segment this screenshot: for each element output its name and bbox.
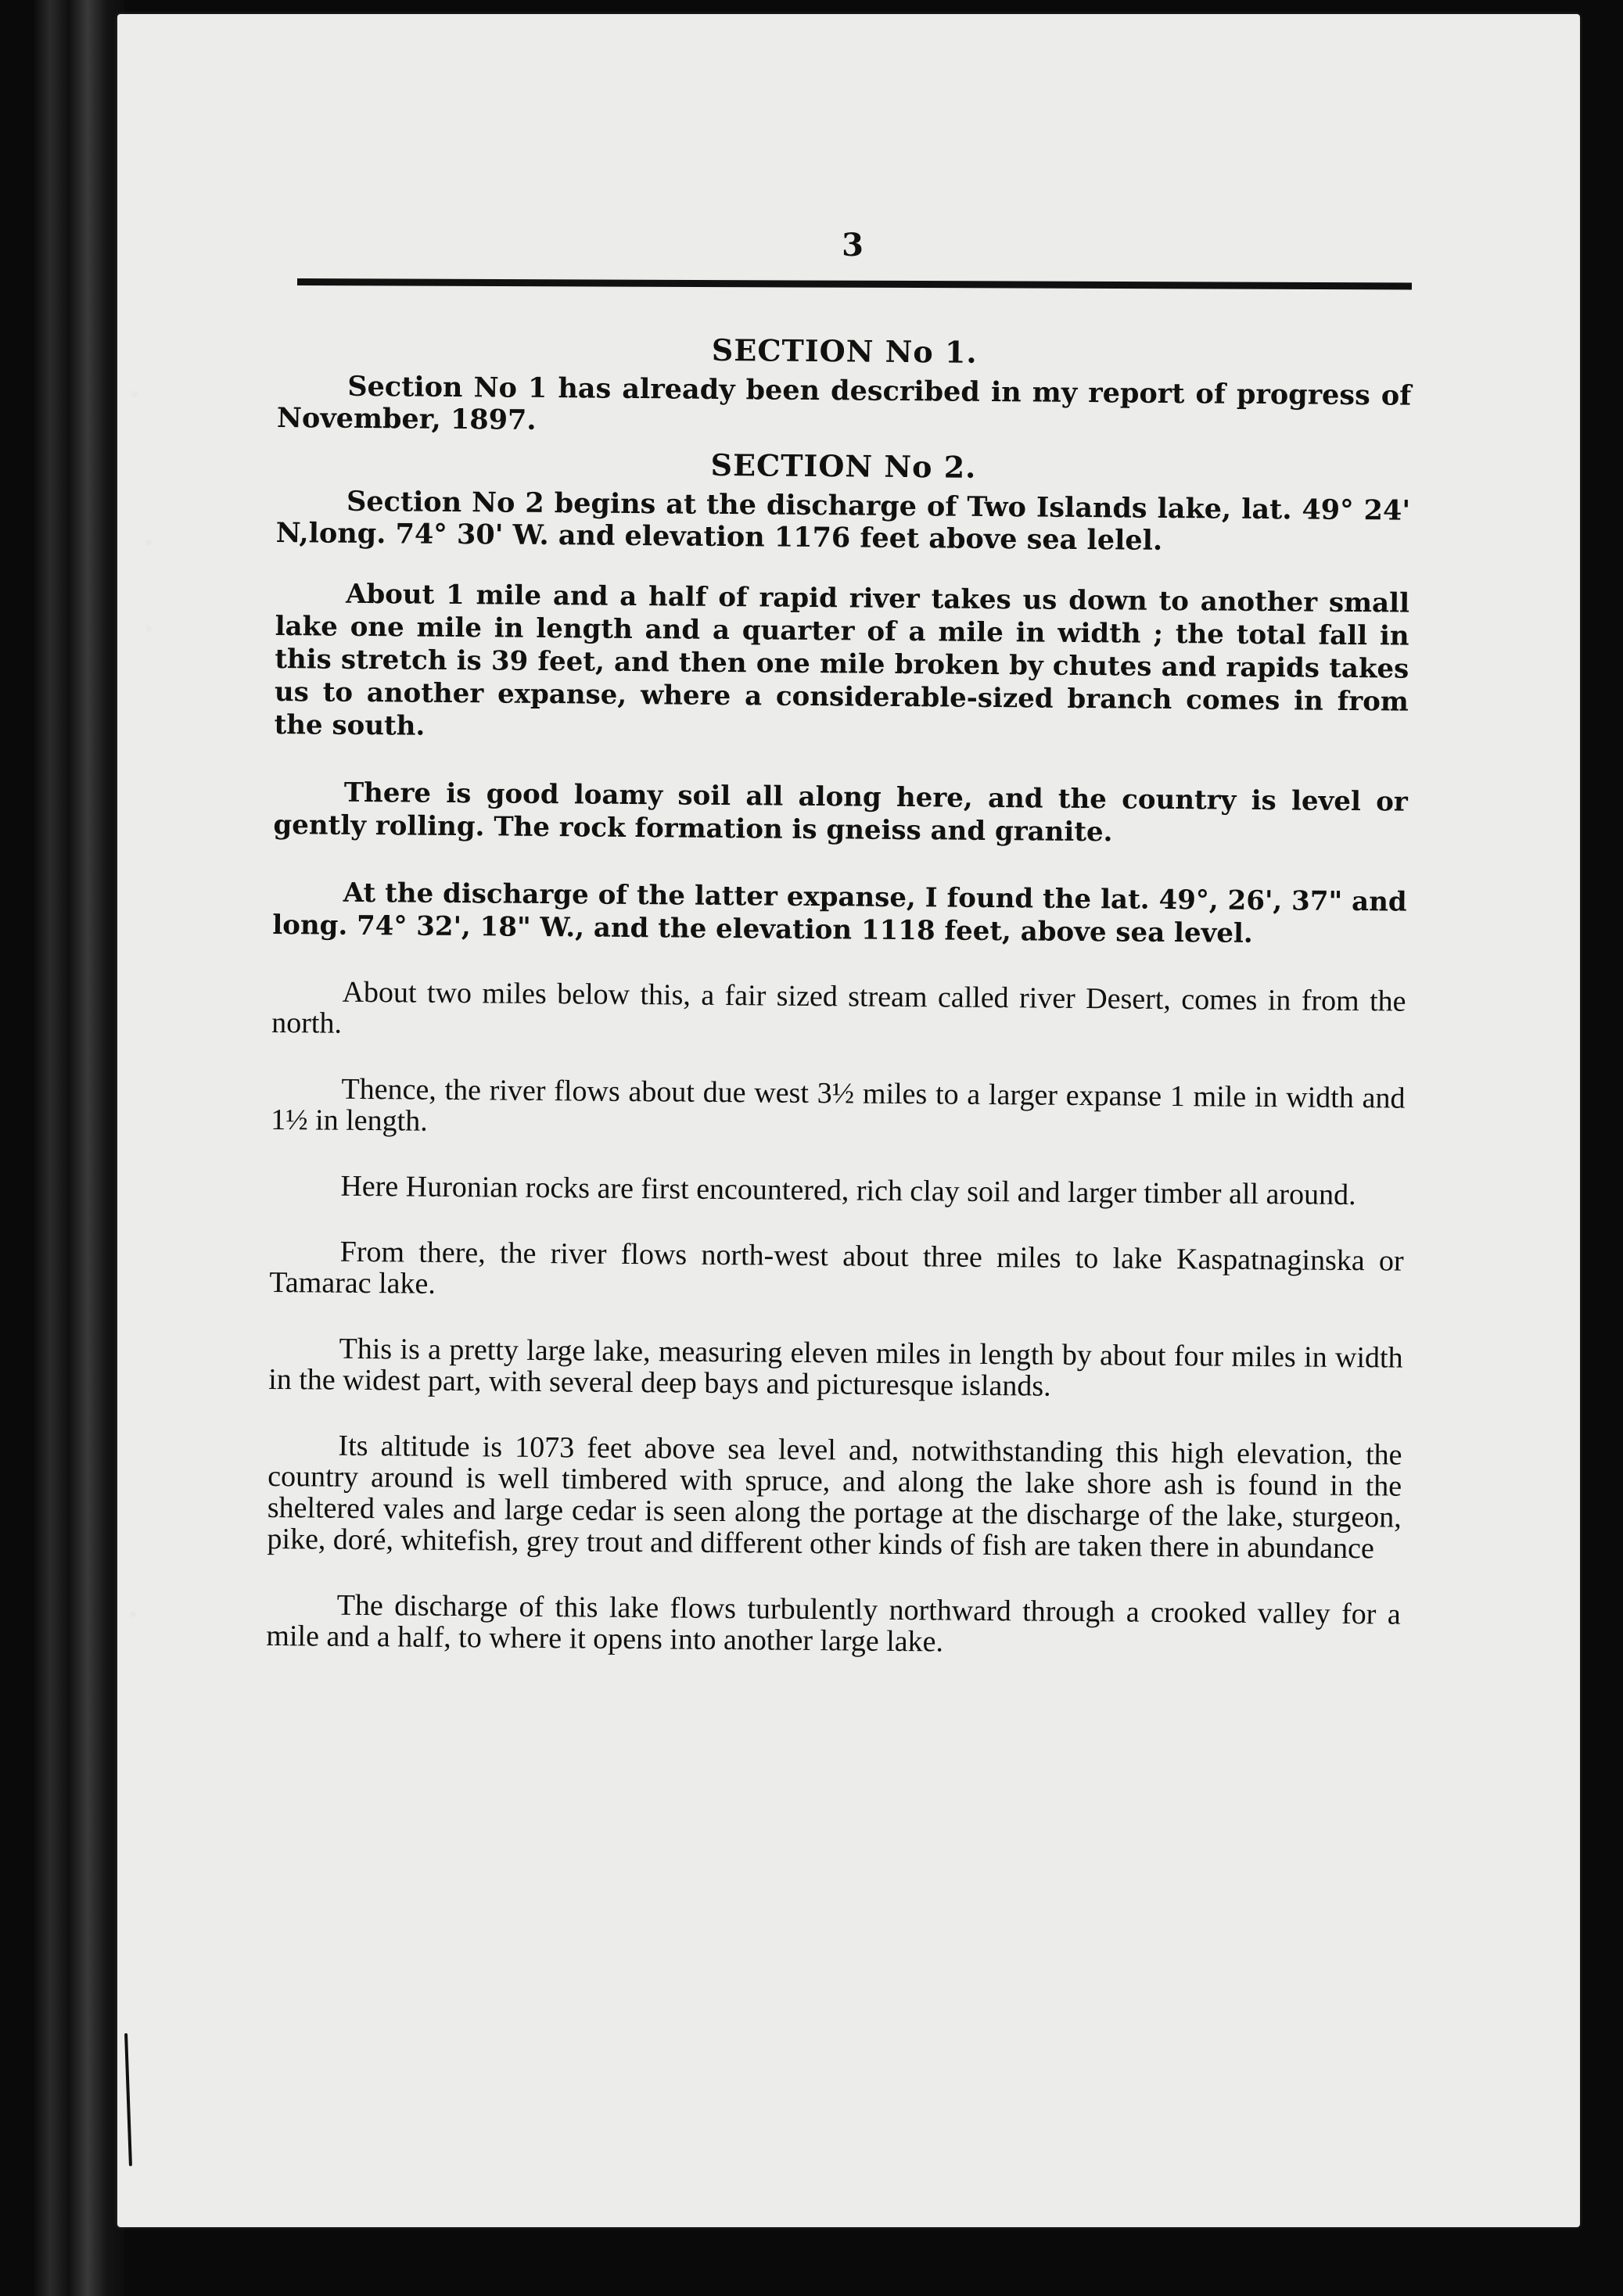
- margin-speck: [131, 391, 138, 397]
- paragraph: This is a pretty large lake, measuring eleven miles in length by about four miles in width in the widest part, with several deep bays and picturesque islands.: [268, 1332, 1403, 1403]
- section-1-heading: SECTION No 1.: [711, 332, 978, 370]
- page-number: 3: [842, 227, 864, 264]
- book-binding: [31, 0, 125, 2296]
- paragraph: About 1 mile and a half of rapid river takes us down to another small lake one mile in length and a quarter of a mile in width ; the total fall in this stretch is 39 feet, and then one mile broken by chutes and rapids takes us to another expanse, where a considerable-sized branch comes in from the south.: [274, 578, 1410, 742]
- paragraph: The discharge of this lake flows turbulently northward through a crooked valley for a mile and a half, to where it opens into another large lake.: [266, 1588, 1401, 1659]
- margin-speck: [130, 1611, 136, 1617]
- paragraph: Thence, the river flows about due west 3½ miles to a larger expanse 1 mile in width and 1½ in length.: [270, 1072, 1406, 1138]
- page-body: [266, 328, 1412, 1696]
- paragraph: Its altitude is 1073 feet above sea level and, notwithstanding this high elevation, the country around is well timbered with spruce, and along the lake shore ash is found in the sheltered vales and large cedar is seen along the portage at the discharge of the lake, sturgeon, pike, doré, whitefish, grey trout and different other kinds of fish are taken there in abundance: [267, 1429, 1402, 1566]
- paragraph: From there, the river flows north-west about three miles to lake Kaspatnaginska or Tamarac lake.: [269, 1235, 1404, 1300]
- paragraph: Section No 2 begins at the discharge of Two Islands lake, lat. 49° 24' N,long. 74° 30' W. and elevation 1176 feet above sea lelel.: [275, 485, 1411, 557]
- paragraph: There is good loamy soil all along here, and the country is level or gently rolling. The rock formation is gneiss and granite.: [273, 777, 1408, 848]
- section-2-heading: SECTION No 2.: [710, 447, 977, 485]
- margin-speck: [145, 540, 152, 546]
- paragraph: At the discharge of the latter expanse, I found the lat. 49°, 26', 37" and long. 74° 32', 18" W., and the elevation 1118 feet, above sea level.: [272, 877, 1407, 949]
- margin-speck: [145, 626, 152, 632]
- paragraph: Here Huronian rocks are first encountered, rich clay soil and larger timber all around.: [340, 1169, 1356, 1212]
- paragraph: About two miles below this, a fair sized stream called river Desert, comes in from the north.: [271, 975, 1406, 1040]
- section-1-paragraph: Section No 1 has already been described in my report of progress of November, 1897.: [276, 370, 1412, 436]
